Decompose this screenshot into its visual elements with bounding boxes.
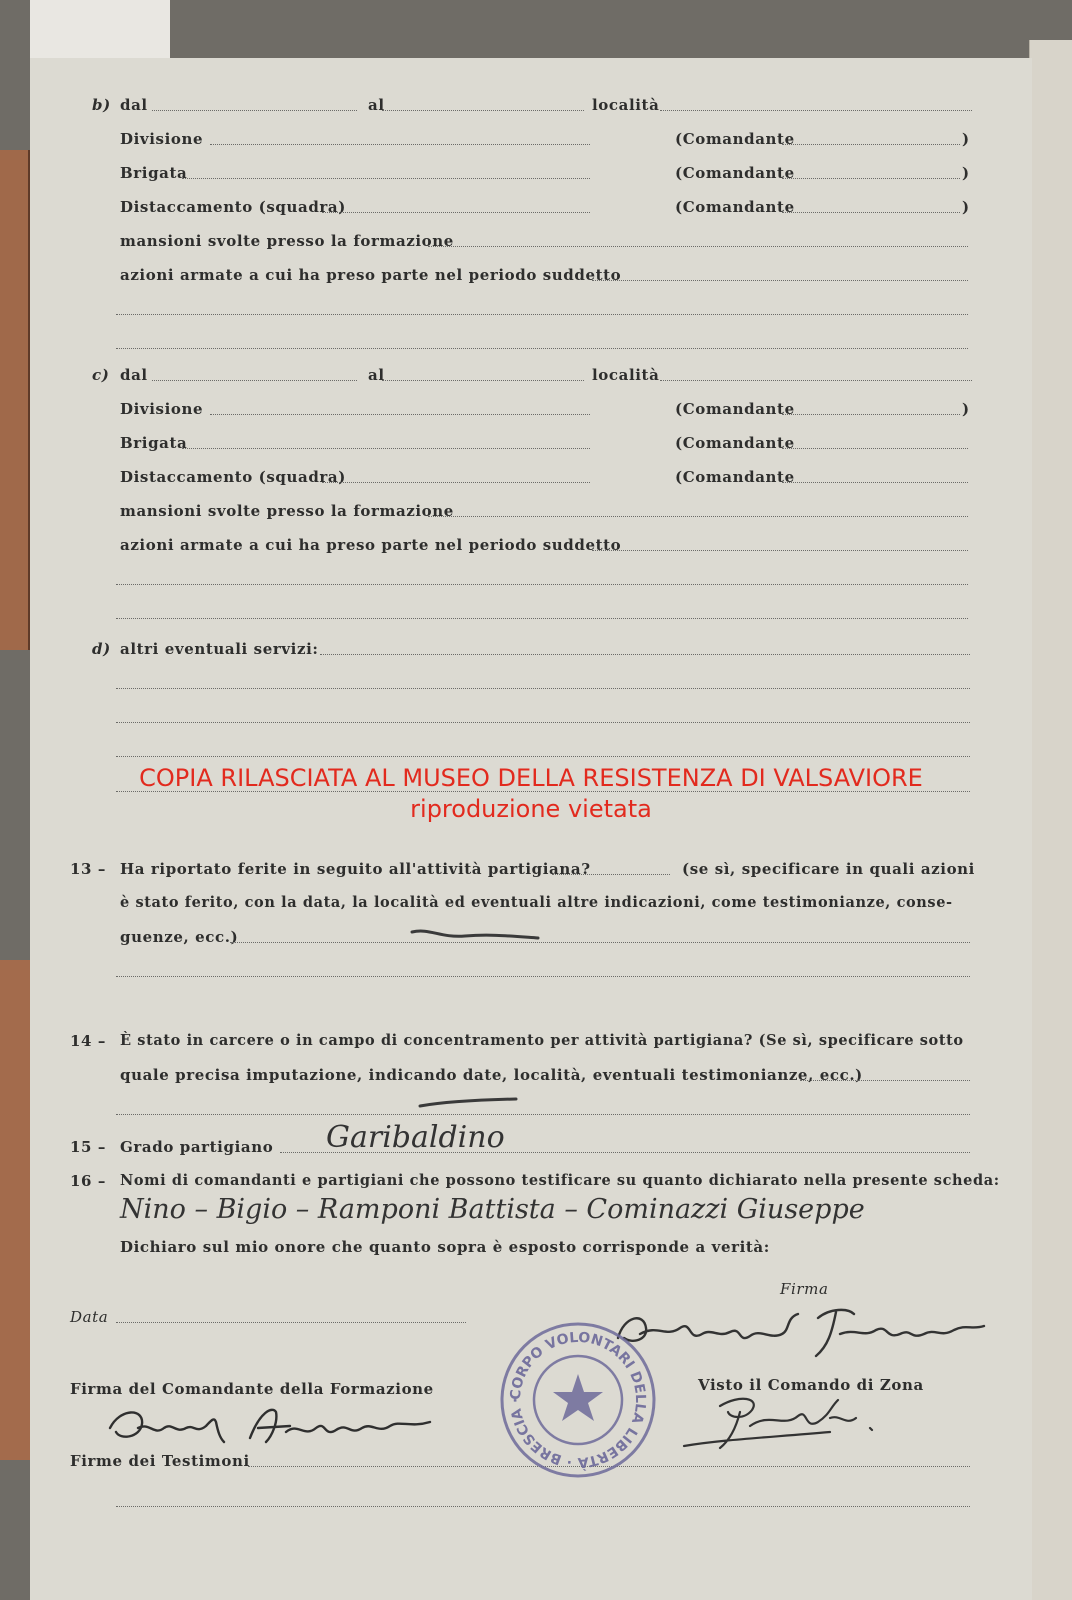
- field-c-divisione[interactable]: [210, 414, 590, 415]
- q13-line-3: guenze, ecc.): [120, 928, 239, 946]
- section-c-mansioni: mansioni svolte presso la formazione: [120, 502, 454, 520]
- field-c-comandante-2[interactable]: [782, 448, 968, 449]
- section-b-comandante-3: (Comandante: [675, 198, 795, 216]
- firma-comandante-label: Firma del Comandante della Formazione: [70, 1380, 434, 1398]
- field-c-dal[interactable]: [152, 380, 357, 381]
- binder-edge-left: [0, 150, 30, 650]
- handwritten-dash-q14: [418, 1096, 518, 1112]
- firma-label: Firma: [780, 1280, 829, 1298]
- field-d-line-2[interactable]: [116, 688, 970, 689]
- section-b-distaccamento: Distaccamento (squadra): [120, 198, 346, 216]
- field-q14-answer[interactable]: [800, 1080, 970, 1081]
- field-q14-line-2[interactable]: [116, 1114, 970, 1115]
- data-label: Data: [70, 1308, 109, 1326]
- next-page-edge: [1029, 40, 1072, 1600]
- section-b-comandante-1: (Comandante: [675, 130, 795, 148]
- field-c-azioni[interactable]: [592, 550, 968, 551]
- field-c-azioni-line-2[interactable]: [116, 584, 968, 585]
- q13-number: 13 –: [70, 860, 106, 878]
- paren: ): [962, 164, 970, 182]
- section-b-comandante-2: (Comandante: [675, 164, 795, 182]
- field-b-distaccamento[interactable]: [322, 212, 590, 213]
- field-q13-details[interactable]: [230, 942, 970, 943]
- paren: ): [962, 130, 970, 148]
- field-c-comandante-3[interactable]: [782, 482, 968, 483]
- firme-testimoni-label: Firme dei Testimoni: [70, 1452, 250, 1470]
- section-b-letter: b): [92, 96, 111, 114]
- signature-comando-zona: [680, 1388, 920, 1458]
- section-b-azioni: azioni armate a cui ha preso parte nel periodo suddetto: [120, 266, 622, 284]
- section-c-azioni: azioni armate a cui ha preso parte nel periodo suddetto: [120, 536, 622, 554]
- section-b-brigata: Brigata: [120, 164, 188, 182]
- field-c-distaccamento[interactable]: [322, 482, 590, 483]
- field-data[interactable]: [116, 1322, 466, 1323]
- field-c-brigata[interactable]: [182, 448, 590, 449]
- field-b-azioni-line-2[interactable]: [116, 314, 968, 315]
- field-c-azioni-line-3[interactable]: [116, 618, 968, 619]
- q14-number: 14 –: [70, 1032, 106, 1050]
- paren: ): [962, 198, 970, 216]
- field-c-localita[interactable]: [660, 380, 972, 381]
- field-c-al[interactable]: [382, 380, 584, 381]
- binder-edge-left-lower: [0, 960, 32, 1460]
- q16-handwritten-answer: Nino – Bigio – Ramponi Battista – Cominazzi Giuseppe: [120, 1194, 865, 1225]
- field-b-azioni[interactable]: [592, 280, 968, 281]
- visto-label: Visto il Comando di Zona: [698, 1376, 924, 1394]
- field-b-mansioni[interactable]: [428, 246, 968, 247]
- field-b-comandante-1[interactable]: [782, 144, 960, 145]
- field-b-azioni-line-3[interactable]: [116, 348, 968, 349]
- field-b-brigata[interactable]: [182, 178, 590, 179]
- q16-number: 16 –: [70, 1172, 106, 1190]
- section-b-dal: dal: [120, 96, 148, 114]
- section-c-localita: località: [592, 366, 660, 384]
- field-c-mansioni[interactable]: [428, 516, 968, 517]
- section-c-comandante-3: (Comandante: [675, 468, 795, 486]
- q16-label: Nomi di comandanti e partigiani che possono testificare su quanto dichiarato nella presente scheda:: [120, 1172, 1000, 1189]
- field-b-localita[interactable]: [660, 110, 972, 111]
- field-q13-answer[interactable]: [552, 874, 670, 875]
- signature-comandante: [100, 1398, 440, 1458]
- field-d-line-4[interactable]: [116, 756, 970, 757]
- section-c-divisione: Divisione: [120, 400, 204, 418]
- stamp-text: CORPO VOLONTARI DELLA LIBERTÀ · BRESCIA ·: [507, 1329, 649, 1471]
- field-b-al[interactable]: [382, 110, 584, 111]
- declaration: Dichiaro sul mio onore che quanto sopra è esposto corrisponde a verità:: [120, 1238, 770, 1256]
- q14-line-1: È stato in carcere o in campo di concentramento per attività partigiana? (Se sì, specificare sotto: [120, 1032, 964, 1049]
- q15-handwritten-answer: Garibaldino: [326, 1120, 505, 1155]
- q15-label: Grado partigiano: [120, 1138, 274, 1156]
- section-c-comandante-1: (Comandante: [675, 400, 795, 418]
- field-firme-testimoni-line-2[interactable]: [116, 1506, 970, 1507]
- watermark-line-1: COPIA RILASCIATA AL MUSEO DELLA RESISTENZA DI VALSAVIORE: [139, 764, 923, 792]
- field-q13-line-2[interactable]: [116, 976, 970, 977]
- field-b-comandante-3[interactable]: [782, 212, 960, 213]
- handwritten-dash-q13: [410, 924, 540, 944]
- section-c-dal: dal: [120, 366, 148, 384]
- section-b-divisione: Divisione: [120, 130, 204, 148]
- section-b-mansioni: mansioni svolte presso la formazione: [120, 232, 454, 250]
- field-d-altri-servizi[interactable]: [320, 654, 970, 655]
- section-b-localita: località: [592, 96, 660, 114]
- official-stamp: [498, 1320, 658, 1480]
- paper-strip-top: [30, 0, 170, 60]
- q15-number: 15 –: [70, 1138, 106, 1156]
- section-d-label: altri eventuali servizi:: [120, 640, 319, 658]
- section-c-letter: c): [92, 366, 110, 384]
- q14-line-2: quale precisa imputazione, indicando date, località, eventuali testimonianze, ecc.): [120, 1066, 863, 1084]
- field-c-comandante-1[interactable]: [782, 414, 960, 415]
- section-c-al: al: [368, 366, 385, 384]
- field-b-dal[interactable]: [152, 110, 357, 111]
- field-d-line-3[interactable]: [116, 722, 970, 723]
- section-c-distaccamento: Distaccamento (squadra): [120, 468, 346, 486]
- q13-line-1a: Ha riportato ferite in seguito all'attività partigiana?: [120, 860, 591, 878]
- q13-line-2: è stato ferito, con la data, la località ed eventuali altre indicazioni, come testimonianze, conse-: [120, 894, 953, 911]
- watermark-line-2: riproduzione vietata: [410, 795, 652, 823]
- section-c-comandante-2: (Comandante: [675, 434, 795, 452]
- field-b-divisione[interactable]: [210, 144, 590, 145]
- field-b-comandante-2[interactable]: [782, 178, 960, 179]
- q13-line-1b: (se sì, specificare in quali azioni: [682, 860, 975, 878]
- section-b-al: al: [368, 96, 385, 114]
- signature-partigiano: [610, 1298, 990, 1368]
- paren: ): [962, 400, 970, 418]
- section-c-brigata: Brigata: [120, 434, 188, 452]
- section-d-letter: d): [92, 640, 111, 658]
- form-sheet: [30, 58, 1032, 1600]
